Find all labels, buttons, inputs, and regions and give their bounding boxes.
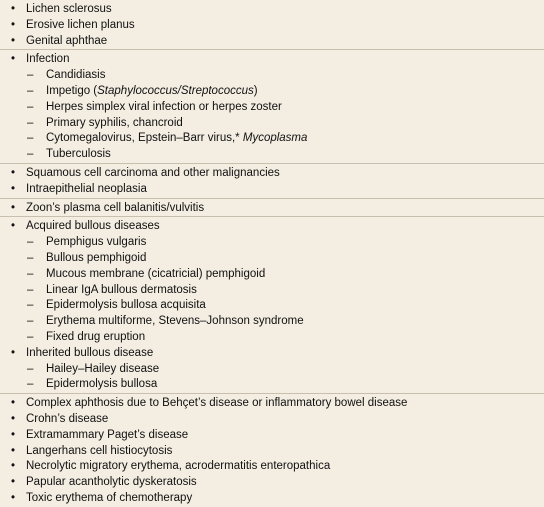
- dash-icon: –: [27, 84, 34, 97]
- item-text: Bullous pemphigoid: [46, 251, 147, 264]
- item-text: Epidermolysis bullosa: [46, 378, 158, 391]
- sub-list-item: [0, 116, 544, 132]
- item-text: Intraepithelial neoplasia: [26, 182, 147, 195]
- sub-list-item: [0, 330, 544, 346]
- bullet-icon: •: [11, 201, 16, 214]
- bullet-icon: •: [11, 3, 16, 15]
- sub-list-item: [0, 84, 544, 100]
- list-item: [0, 34, 544, 50]
- sub-list-item: [0, 267, 544, 283]
- list-item: [0, 396, 544, 412]
- sub-list-item: [0, 100, 544, 116]
- sub-list-item: [0, 235, 544, 251]
- list-item: [0, 346, 544, 362]
- bullet-icon: •: [11, 460, 16, 473]
- table-section: [0, 199, 544, 218]
- item-text: Genital aphthae: [26, 34, 108, 47]
- sub-list-item: [0, 283, 544, 299]
- list-item: [0, 412, 544, 428]
- item-text: Mucous membrane (cicatricial) pemphigoid: [46, 267, 266, 280]
- item-text: Acquired bullous diseases: [26, 220, 160, 233]
- bullet-icon: •: [11, 412, 16, 425]
- dash-icon: –: [27, 251, 34, 264]
- bullet-icon: •: [11, 476, 16, 489]
- list-item: [0, 491, 544, 507]
- list-item: [0, 182, 544, 198]
- sub-list-item: [0, 68, 544, 84]
- list-item: [0, 475, 544, 491]
- table-section: [0, 50, 544, 164]
- list-item: [0, 201, 544, 217]
- item-text: Mycoplasma: [242, 132, 308, 145]
- list-item: [0, 166, 544, 182]
- dash-icon: –: [27, 283, 34, 296]
- item-text: Pemphigus vulgaris: [46, 236, 147, 249]
- item-text: Impetigo (: [46, 84, 98, 97]
- dash-icon: –: [27, 100, 34, 113]
- list-item: [0, 428, 544, 444]
- item-text: Staphylococcus/Streptococcus: [97, 84, 254, 97]
- item-text: Crohn’s disease: [26, 412, 109, 425]
- table-section: [0, 164, 544, 199]
- item-text: Papular acantholytic dyskeratosis: [26, 476, 197, 489]
- table-section: [0, 217, 544, 394]
- item-text: Langerhans cell histiocytosis: [26, 444, 173, 457]
- dash-icon: –: [27, 378, 34, 391]
- dash-icon: –: [27, 236, 34, 249]
- list-item: [0, 18, 544, 34]
- item-text: Infection: [26, 53, 70, 66]
- bullet-icon: •: [11, 182, 16, 195]
- bullet-icon: •: [11, 428, 16, 441]
- list-item: [0, 52, 544, 68]
- dash-icon: –: [27, 315, 34, 328]
- item-text: Erythema multiforme, Stevens–Johnson syndrome: [46, 315, 304, 328]
- list-item: [0, 444, 544, 460]
- item-text: Fixed drug eruption: [46, 330, 146, 343]
- bullet-icon: •: [11, 491, 16, 504]
- item-text: Epidermolysis bullosa acquisita: [46, 299, 206, 312]
- bullet-icon: •: [11, 34, 16, 47]
- bullet-icon: •: [11, 220, 16, 233]
- item-text: Inherited bullous disease: [26, 346, 154, 359]
- sub-list-item: [0, 298, 544, 314]
- sub-list-item: [0, 362, 544, 378]
- table-section: [0, 394, 544, 507]
- item-text: Tuberculosis: [46, 148, 111, 161]
- item-text: Hailey–Hailey disease: [46, 362, 160, 375]
- dash-icon: –: [27, 148, 34, 161]
- item-text: Linear IgA bullous dermatosis: [46, 283, 197, 296]
- item-text: Toxic erythema of chemotherapy: [26, 491, 193, 504]
- item-text: Necrolytic migratory erythema, acrodermatitis enteropathica: [26, 460, 331, 473]
- dash-icon: –: [27, 267, 34, 280]
- item-text: Cytomegalovirus, Epstein–Barr virus,*: [46, 132, 243, 145]
- sub-list-item: [0, 377, 544, 393]
- item-text: Zoon’s plasma cell balanitis/vulvitis: [26, 201, 205, 214]
- bullet-icon: •: [11, 444, 16, 457]
- bullet-icon: •: [11, 53, 16, 66]
- dash-icon: –: [27, 362, 34, 375]
- dash-icon: –: [27, 69, 34, 82]
- list-item: [0, 219, 544, 235]
- item-text: Erosive lichen planus: [26, 18, 135, 31]
- item-text: ): [253, 84, 258, 97]
- bullet-icon: •: [11, 346, 16, 359]
- sub-list-item: [0, 147, 544, 163]
- dash-icon: –: [27, 116, 34, 129]
- sub-list-item: [0, 251, 544, 267]
- sub-list-item: [0, 131, 544, 147]
- list-item: [0, 2, 544, 18]
- dash-icon: –: [27, 132, 34, 145]
- item-text: Primary syphilis, chancroid: [46, 116, 183, 129]
- item-text: Lichen sclerosus: [26, 3, 112, 15]
- list-item: [0, 459, 544, 475]
- bullet-icon: •: [11, 18, 16, 31]
- bullet-icon: •: [11, 166, 16, 179]
- table-section: [0, 0, 544, 50]
- sub-list-item: [0, 314, 544, 330]
- item-text: Squamous cell carcinoma and other malignancies: [26, 166, 280, 179]
- item-text: Complex aphthosis due to Behçet’s disease or inflammatory bowel disease: [26, 397, 408, 410]
- item-text: Herpes simplex viral infection or herpes zoster: [46, 100, 282, 113]
- dash-icon: –: [27, 299, 34, 312]
- item-text: Candidiasis: [46, 69, 106, 82]
- bullet-icon: •: [11, 397, 16, 410]
- item-text: Extramammary Paget’s disease: [26, 428, 189, 441]
- dash-icon: –: [27, 330, 34, 343]
